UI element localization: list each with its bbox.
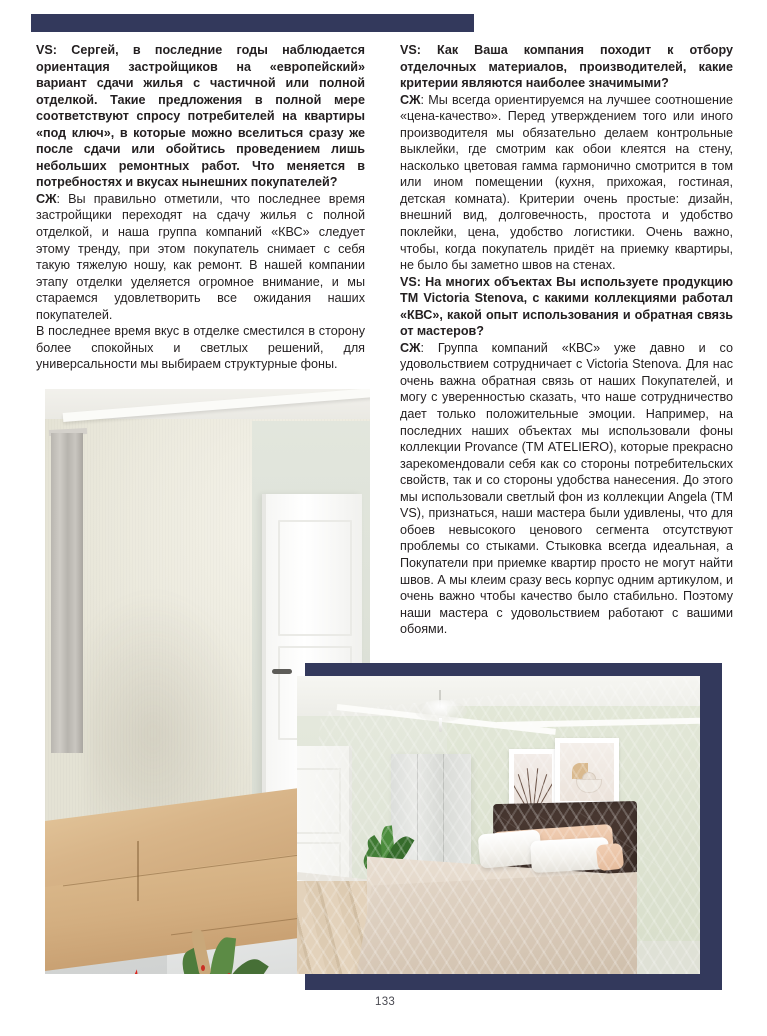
- speaker-separator: :: [420, 340, 438, 355]
- photo-bedroom: [297, 676, 700, 974]
- bed-coverlet-quilting: [297, 676, 700, 974]
- interview-question-right-1: VS: Как Ваша компания походит к отбору отделочных материалов, производителей, какие критерии являются наиболее значимыми?: [400, 43, 733, 91]
- interview-answer-right-1: [400, 92, 733, 274]
- bouquet-berry-4: [227, 973, 231, 974]
- interview-answer-left-1: [36, 191, 365, 323]
- answer-text: Мы всегда ориентируемся на лучшее соотношение «цена-качество». Перед утверждением того или иного производителя мы обязательно делаем контрольные выклейки, где смотрим как обои клеятся на стену, насколько цветовая гамма гармонично смотрится в том или ином помещении (кухня, прихожая, гостиная, детская комната). Критерии очень простые: дизайн, внешний вид, долговечность, простота и удобство поклейки, цена, удобство логистики. Очень важно, чтобы, когда покупатель придёт на приемку квартиры, не было бы заметно швов на стенах.: [400, 92, 733, 273]
- speaker-label: СЖ: [400, 340, 421, 355]
- page-number: 133: [375, 996, 396, 1008]
- decorative-navy-rule: [31, 14, 474, 32]
- bedroom-scene: [297, 676, 700, 974]
- right-text-column: [400, 42, 733, 638]
- left-text-column: [36, 42, 365, 373]
- door-panel-upper: [278, 520, 352, 636]
- interview-answer-right-2: [400, 340, 733, 638]
- wall-shadow: [87, 589, 252, 829]
- interview-answer-left-2: В последнее время вкус в отделке сместился в сторону более спокойных и светлых решений, для универсальности мы выбираем структурные фоны.: [36, 324, 365, 372]
- speaker-label: СЖ: [36, 191, 57, 206]
- cabinet-seam-2: [137, 841, 139, 901]
- speaker-separator: :: [420, 92, 429, 107]
- door-handle: [272, 669, 292, 674]
- answer-text: Группа компаний «КВС» уже давно и со удовольствием сотрудничает с Victoria Stenova. Для нас очень важна обратная связь от наших Покупателей, и могу с уверенностью сказать, что наше сотрудничество дает только положительные эмоции. Например, на последних наших объектах мы использовали фоны коллекции Provance (ТМ ATELIERO), которые прекрасно зарекомендовали себя как со стороны потребительских свойств, так и со стороны удобства нанесения. До этого мы использовали светлый фон из коллекции Angela (ТМ VS), признаться, наши мастера были удивлены, что для обоев невысокого ценового сегмента отсутствуют проблемы со стыками. Стыковка всегда идеальная, а Покупатели при приемке квартир просто не могут найти швов. А мы клеим сразу весь корпус одним артикулом, и очень важно чтобы качество было стабильно. Поэтому наши мастера с удовольствием работают с вашими обоями.: [400, 340, 733, 637]
- interview-question-right-2: VS: На многих объектах Вы используете продукцию ТМ Victoria Stenova, с какими коллекциями работал «КВС», какой опыт использования и обратная связь от мастеров?: [400, 274, 733, 339]
- bouquet-berry-1: [201, 965, 205, 971]
- speaker-separator: :: [56, 191, 69, 206]
- speaker-label: СЖ: [400, 92, 421, 107]
- interview-question-left: VS: Сергей, в последние годы наблюдается ориентация застройщиков на «европейский» вариант сдачи жилья с частичной или полной отделкой. Такие предложения в полной мере соответствуют спросу потребителей на квартиры «под ключ», в которые можно вселиться сразу же после сдачи или обойтись проведением лишь небольших ремонтных работ. Что меняется в потребностях и вкусах нынешних покупателей?: [36, 43, 365, 190]
- curtain: [51, 433, 83, 753]
- answer-text: Вы правильно отметили, что последнее время застройщики переходят на сдачу жилья с полной отделкой, и наша группа компаний «КВС» следует этому тренду, при этом покупатель снимает с себя такую тяжелую ношу, как ремонт. В нашей компании этапу отделки уделяется огромное внимание, и мы стараемся удовлетворить все ожидания наших покупателей.: [36, 191, 365, 322]
